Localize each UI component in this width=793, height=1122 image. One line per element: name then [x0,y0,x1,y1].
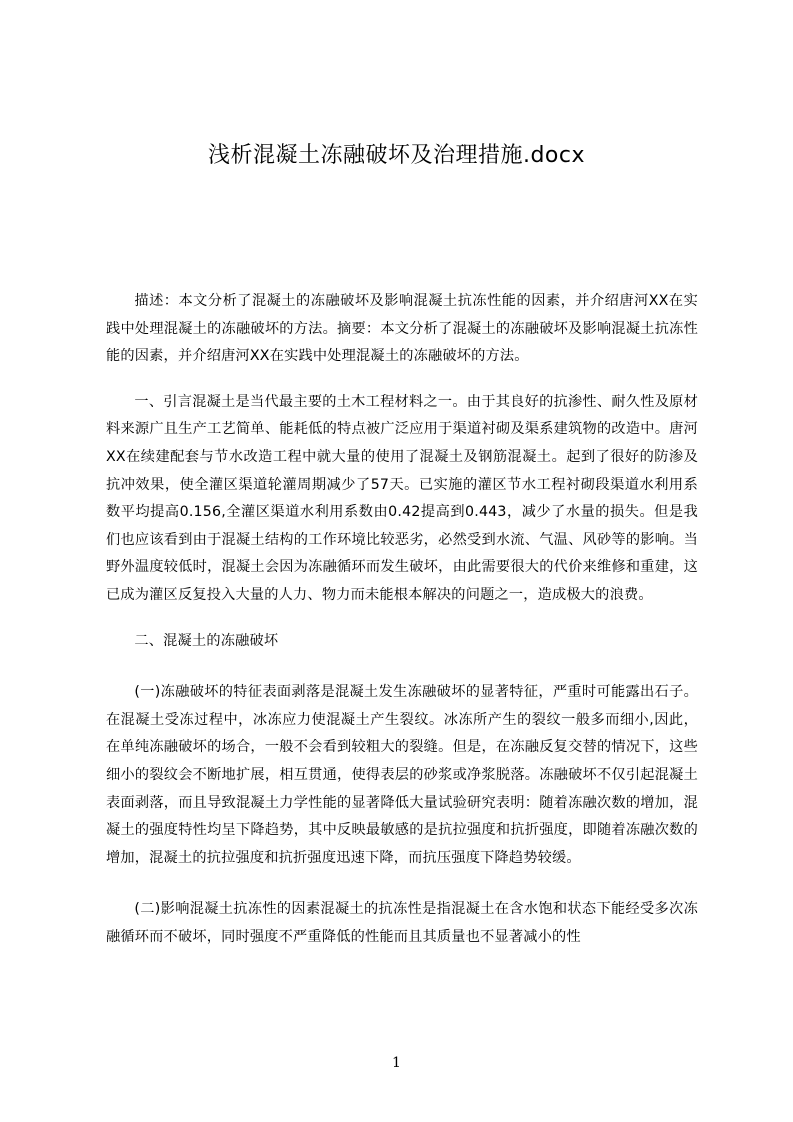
paragraph-damage-characteristics: (一)冻融破坏的特征表面剥落是混凝土发生冻融破坏的显著特征，严重时可能露出石子。在混凝土受冻过程中，冰冻应力使混凝土产生裂纹。冰冻所产生的裂纹一般多而细小,因此，在单纯冻融破坏的场合，一般不会看到较粗大的裂缝。但是，在冻融反复交替的情况下，这些细小的裂纹会不断地扩展，相互贯通，使得表层的砂浆或净浆脱落。冻融破坏不仅引起混凝土表面剥落，而且导致混凝土力学性能的显著降低大量试验研究表明：随着冻融次数的增加，混凝土的强度特性均呈下降趋势，其中反映最敏感的是抗拉强度和抗折强度，即随着冻融次数的增加，混凝土的抗拉强度和抗折强度迅速下降，而抗压强度下降趋势较缓。 [106,684,698,866]
page-number: 1 [392,1055,401,1071]
paragraph-influencing-factors: (二)影响混凝土抗冻性的因素混凝土的抗冻性是指混凝土在含水饱和状态下能经受多次冻融循环而不破坏，同时强度不严重降低的性能而且其质量也不显著减小的性 [106,901,698,945]
paragraph-abstract: 描述：本文分析了混凝土的冻融破坏及影响混凝土抗冻性能的因素，并介绍唐河XX在实践中处理混凝土的冻融破坏的方法。摘要：本文分析了混凝土的冻融破坏及影响混凝土抗冻性能的因素，并介绍唐河XX在实践中处理混凝土的冻融破坏的方法。 [106,293,698,365]
section-heading-freeze-thaw-damage: 二、混凝土的冻融破坏 [134,632,279,649]
paragraph-introduction: 一、引言混凝土是当代最主要的土木工程材料之一。由于其良好的抗渗性、耐久性及原材料来源广且生产工艺简单、能耗低的特点被广泛应用于渠道衬砌及渠系建筑物的改造中。唐河XX在续建配套与节水改造工程中就大量的使用了混凝土及钢筋混凝土。起到了很好的防渗及抗冲效果，使全灌区渠道轮灌周期减少了57天。已实施的灌区节水工程衬砌段渠道水利用系数平均提高0.156,全灌区渠道水利用系数由0.42提高到0.443，减少了水量的损失。但是我们也应该看到由于混凝土结构的工作环境比较恶劣，必然受到水流、气温、风砂等的影响。当野外温度较低时，混凝土会因为冻融循环而发生破坏，由此需要很大的代价来维修和重建，这已成为灌区反复投入大量的人力、物力而未能根本解决的问题之一，造成极大的浪费。 [106,393,698,603]
document-body [106,288,698,951]
document-title: 浅析混凝土冻融破坏及治理措施.docx [207,143,586,168]
